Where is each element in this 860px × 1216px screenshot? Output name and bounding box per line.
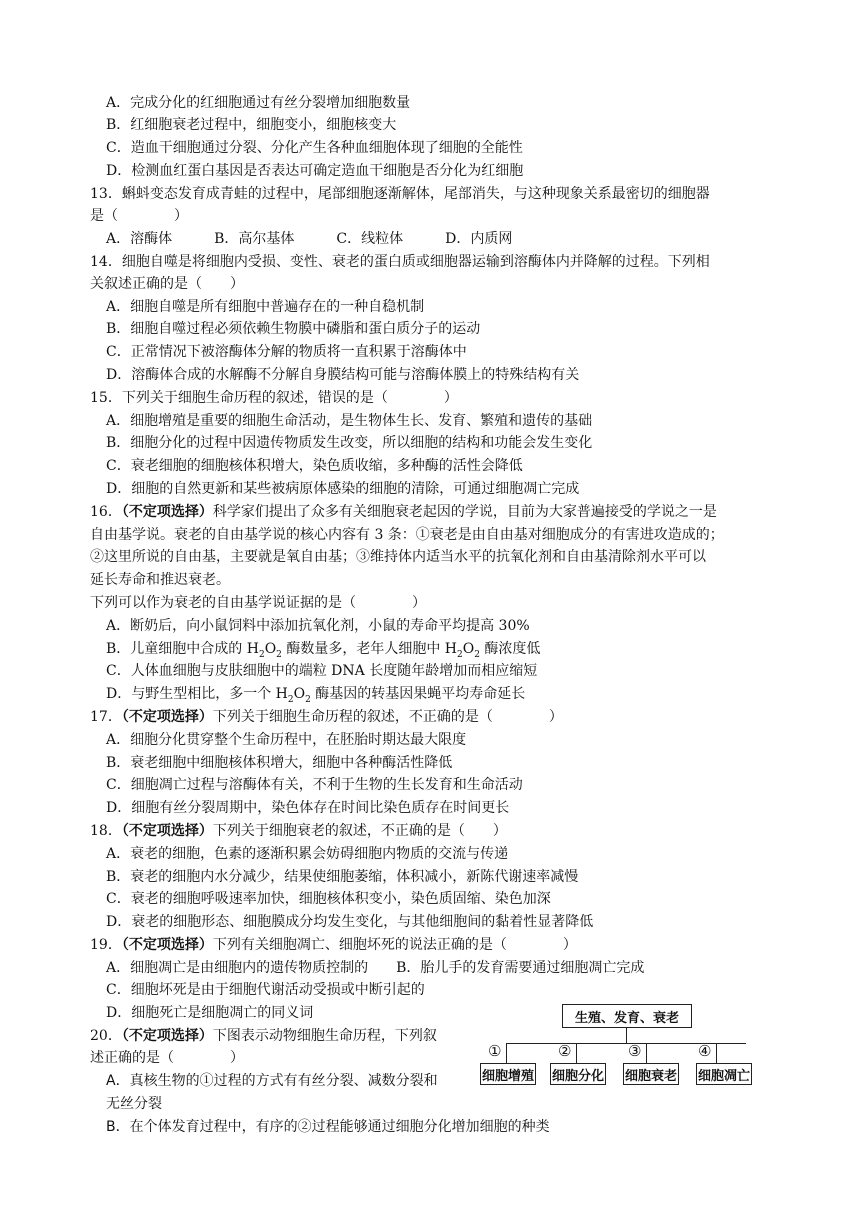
question-line: 17．（不定项选择）下列关于细胞生命历程的叙述，不正确的是（ ） <box>90 709 563 725</box>
option-line: A．细胞分化贯穿整个生命历程中，在胚胎时期达最大限度 <box>106 732 467 748</box>
question-line: 关叙述正确的是（ ） <box>90 276 244 292</box>
connector-vertical <box>626 1027 627 1043</box>
option-line: B．在个体发育过程中，有序的②过程能够通过细胞分化增加细胞的种类 <box>106 1119 550 1135</box>
question-line: 述正确的是（ ） <box>90 1050 244 1066</box>
question-line: 延长寿命和推迟衰老。 <box>90 572 230 588</box>
connector-branch <box>576 1043 577 1063</box>
life-history-diagram <box>478 1004 778 1089</box>
option-line: A．细胞增殖是重要的细胞生命活动，是生物体生长、发育、繁殖和遗传的基础 <box>106 413 593 429</box>
option-line: D．细胞的自然更新和某些被病原体感染的细胞的清除，可通过细胞凋亡完成 <box>106 481 580 497</box>
question-line: 20．（不定项选择）下图表示动物细胞生命历程，下列叙 <box>90 1028 437 1044</box>
question-line: 13．蝌蚪变态发育成青蛙的过程中，尾部细胞逐渐解体，尾部消失，与这种现象关系最密切的细胞器 <box>90 186 710 202</box>
option-line: D．与野生型相比，多一个 $H_2O_2$ 酶基因的转基因果蝇平均寿命延长 <box>106 686 526 705</box>
option-line: C．衰老细胞的细胞核体积增大，染色质收缩，多种酶的活性会降低 <box>106 458 523 474</box>
connector-branch <box>506 1043 507 1063</box>
option-line: D．细胞有丝分裂周期中，染色体存在时间比染色质存在时间更长 <box>106 800 510 816</box>
question-line: 自由基学说。衰老的自由基学说的核心内容有 3 条：①衰老是由自由基对细胞成分的有害进攻造成的； <box>90 527 724 543</box>
node-number: ③ <box>628 1042 642 1060</box>
node-number: ④ <box>698 1042 712 1060</box>
option-line: A．细胞凋亡是由细胞内的遗传物质控制的 B．胎儿手的发育需要通过细胞凋亡完成 <box>106 960 645 976</box>
option-line: A．真核生物的①过程的方式有有丝分裂、减数分裂和 <box>106 1073 438 1089</box>
question-line: 是（ ） <box>90 208 188 224</box>
option-line: B．细胞分化的过程中因遗传物质发生改变，所以细胞的结构和功能会发生变化 <box>106 435 593 451</box>
option-line: D．检测血红蛋白基因是否表达可确定造血干细胞是否分化为红细胞 <box>106 163 524 179</box>
option-line: A．细胞自噬是所有细胞中普遍存在的一种自稳机制 <box>106 299 425 315</box>
question-line: ②这里所说的自由基，主要就是氧自由基；③维持体内适当水平的抗氧化剂和自由基清除剂水平可以 <box>90 549 706 565</box>
option-line: C．细胞凋亡过程与溶酶体有关，不利于生物的生长发育和生命活动 <box>106 777 523 793</box>
question-line: 18．（不定项选择）下列关于细胞衰老的叙述，不正确的是（ ） <box>90 823 507 839</box>
option-line: D．溶酶体合成的水解酶不分解自身膜结构可能与溶酶体膜上的特殊结构有关 <box>106 367 580 383</box>
question-line: 下列可以作为衰老的自由基学说证据的是（ ） <box>90 595 426 611</box>
option-line: D．衰老的细胞形态、细胞膜成分均发生变化，与其他细胞间的黏着性显著降低 <box>106 914 594 930</box>
option-line: 无丝分裂 <box>106 1096 162 1112</box>
option-line: B．衰老细胞中细胞核体积增大，细胞中各种酶活性降低 <box>106 755 453 771</box>
question-line: 15．下列关于细胞生命历程的叙述，错误的是（ ） <box>90 390 458 406</box>
option-line: B．红细胞衰老过程中，细胞变小，细胞核变大 <box>106 117 397 133</box>
question-line: 19．（不定项选择）下列有关细胞凋亡、细胞坏死的说法正确的是（ ） <box>90 937 577 953</box>
connector-branch <box>646 1043 647 1063</box>
option-line: C．衰老的细胞呼吸速率加快，细胞核体积变小，染色质固缩、染色加深 <box>106 891 551 907</box>
connector-branch <box>716 1043 717 1063</box>
node-cell-proliferation: 细胞增殖 <box>480 1063 536 1085</box>
option-line: C．人体血细胞与皮肤细胞中的端粒 DNA 长度随年龄增加而相应缩短 <box>106 663 538 679</box>
option-line: D．细胞死亡是细胞凋亡的同义词 <box>106 1005 314 1021</box>
node-number: ② <box>558 1042 572 1060</box>
option-line: A．断奶后，向小鼠饲料中添加抗氧化剂，小鼠的寿命平均提高 30% <box>106 618 530 634</box>
node-cell-senescence: 细胞衰老 <box>623 1063 679 1085</box>
question-line: 16．（不定项选择）科学家们提出了众多有关细胞衰老起因的学说，目前为大家普遍接受的学说之一是 <box>90 504 717 520</box>
node-number: ① <box>488 1042 502 1060</box>
diagram-top-box: 生殖、发育、衰老 <box>562 1004 692 1028</box>
node-cell-differentiation: 细胞分化 <box>550 1063 606 1085</box>
option-line: C．造血干细胞通过分裂、分化产生各种血细胞体现了细胞的全能性 <box>106 140 523 156</box>
question-line: 14．细胞自噬是将细胞内受损、变性、衰老的蛋白质或细胞器运输到溶酶体内并降解的过程。下列相 <box>90 254 710 270</box>
option-line: C．正常情况下被溶酶体分解的物质将一直积累于溶酶体中 <box>106 344 467 360</box>
node-cell-apoptosis: 细胞凋亡 <box>696 1063 752 1085</box>
option-line: C．细胞坏死是由于细胞代谢活动受损或中断引起的 <box>106 982 425 998</box>
option-line: B．儿童细胞中合成的 $H_2O_2$ 酶数量多，老年人细胞中 $H_2O_2$ 酶浓度低 <box>106 641 541 660</box>
option-line: A．衰老的细胞，色素的逐渐积累会妨碍细胞内物质的交流与传递 <box>106 846 509 862</box>
option-line: A．溶酶体 B．高尔基体 C．线粒体 D．内质网 <box>106 231 513 247</box>
option-line: B．衰老的细胞内水分减少，结果使细胞萎缩，体积减小，新陈代谢速率减慢 <box>106 869 579 885</box>
option-line: B．细胞自噬过程必须依赖生物膜中磷脂和蛋白质分子的运动 <box>106 321 481 337</box>
option-line: A．完成分化的红细胞通过有丝分裂增加细胞数量 <box>106 95 411 111</box>
